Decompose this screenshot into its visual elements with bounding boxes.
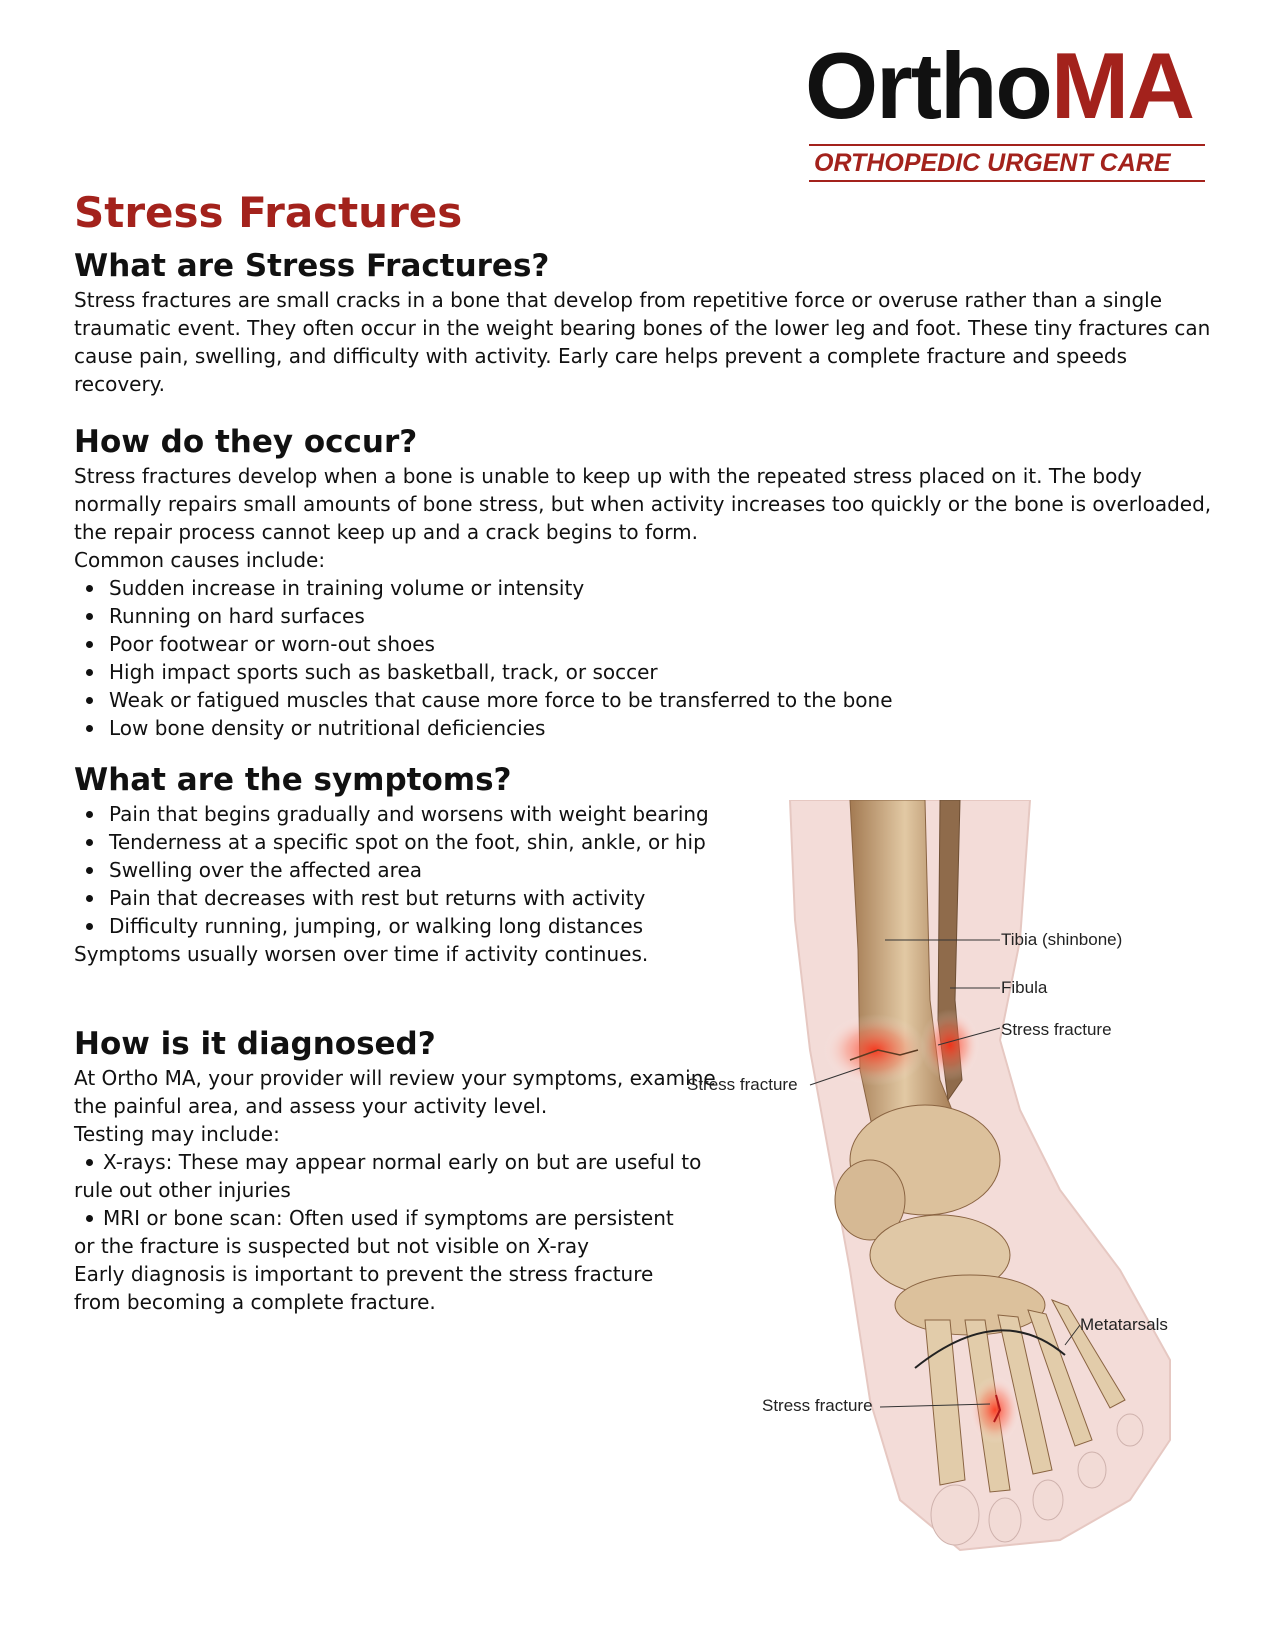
- list-item: Pain that begins gradually and worsens with weight bearing: [74, 800, 709, 828]
- logo-tagline: ORTHOPEDIC URGENT CARE: [814, 149, 1171, 177]
- list-item: Poor footwear or worn-out shoes: [74, 630, 893, 658]
- mri-line-1: MRI or bone scan: Often used if symptoms are persistent: [103, 1206, 674, 1230]
- text-line: the painful area, and assess your activity level.: [74, 1094, 548, 1118]
- label-stress-fracture-right: Stress fracture: [1001, 1020, 1112, 1039]
- list-item: Pain that decreases with rest but returns with activity: [74, 884, 709, 912]
- list-item: Low bone density or nutritional deficiencies: [74, 714, 893, 742]
- text-line: recovery.: [74, 372, 166, 396]
- text-line: the repair process cannot keep up and a crack begins to form.: [74, 520, 699, 544]
- label-metatarsals: Metatarsals: [1080, 1315, 1168, 1334]
- foot-anatomy-figure: [687, 800, 1240, 1570]
- text-line: normally repairs small amounts of bone stress, but when activity increases too quickly or the bone is overloaded,: [74, 492, 1212, 516]
- causes-list: [74, 574, 893, 742]
- list-item: Difficulty running, jumping, or walking long distances: [74, 912, 709, 940]
- logo-wordmark: [805, 33, 1194, 138]
- list-item: Running on hard surfaces: [74, 602, 893, 630]
- label-stress-fracture-bottom: Stress fracture: [762, 1396, 873, 1415]
- bullet-dot: [86, 1215, 93, 1222]
- label-stress-fracture-left: Stress fracture: [687, 1075, 798, 1094]
- label-fibula: Fibula: [1001, 978, 1048, 997]
- logo-rule-bottom: [809, 180, 1205, 182]
- symptoms-note: Symptoms usually worsen over time if activity continues.: [74, 942, 649, 966]
- list-item: High impact sports such as basketball, track, or soccer: [74, 658, 893, 686]
- bullet-dot: [86, 1159, 93, 1166]
- closing-line-1: Early diagnosis is important to prevent the stress fracture: [74, 1262, 654, 1286]
- foot-anatomy-illustration: [700, 800, 1240, 1570]
- how-paragraph: [74, 462, 1211, 574]
- symptoms-list: [74, 800, 709, 940]
- closing-line-2: from becoming a complete fracture.: [74, 1290, 436, 1314]
- heading-what-are: What are Stress Fractures?: [74, 248, 550, 284]
- xray-item: [74, 1148, 701, 1176]
- ortho-ma-logo: [805, 33, 1210, 177]
- text-line: At Ortho MA, your provider will review your symptoms, examine: [74, 1066, 716, 1090]
- diagnosis-paragraph: [74, 1064, 716, 1148]
- text-line: Stress fractures are small cracks in a bone that develop from repetitive force or overuse rather than a single: [74, 288, 1162, 312]
- list-item: Swelling over the affected area: [74, 856, 709, 884]
- xray-item-cont: rule out other injuries: [74, 1178, 291, 1202]
- list-item: Sudden increase in training volume or intensity: [74, 574, 893, 602]
- list-item: Tenderness at a specific spot on the foot, shin, ankle, or hip: [74, 828, 709, 856]
- text-line: Common causes include:: [74, 548, 326, 572]
- logo-word-ortho: Ortho: [805, 33, 1051, 138]
- list-item: Weak or fatigued muscles that cause more force to be transferred to the bone: [74, 686, 893, 714]
- text-line: cause pain, swelling, and difficulty with activity. Early care helps prevent a complete fracture and speeds: [74, 344, 1128, 368]
- label-tibia: Tibia (shinbone): [1001, 930, 1123, 949]
- logo-word-ma: MA: [1050, 33, 1194, 138]
- text-line: Stress fractures develop when a bone is unable to keep up with the repeated stress placed on it. The body: [74, 464, 1142, 488]
- heading-diagnosis: How is it diagnosed?: [74, 1026, 436, 1062]
- mri-item: [74, 1204, 674, 1232]
- logo-rule-top: [809, 144, 1205, 146]
- mri-item-cont: or the fracture is suspected but not visible on X-ray: [74, 1234, 589, 1258]
- xray-line-1: X-rays: These may appear normal early on but are useful to: [103, 1150, 702, 1174]
- heading-how-occur: How do they occur?: [74, 424, 418, 460]
- what-paragraph: [74, 286, 1210, 398]
- text-line: Testing may include:: [74, 1122, 280, 1146]
- page-title: Stress Fractures: [74, 188, 463, 237]
- heading-symptoms: What are the symptoms?: [74, 762, 512, 798]
- text-line: traumatic event. They often occur in the weight bearing bones of the lower leg and foot. These tiny fractures can: [74, 316, 1211, 340]
